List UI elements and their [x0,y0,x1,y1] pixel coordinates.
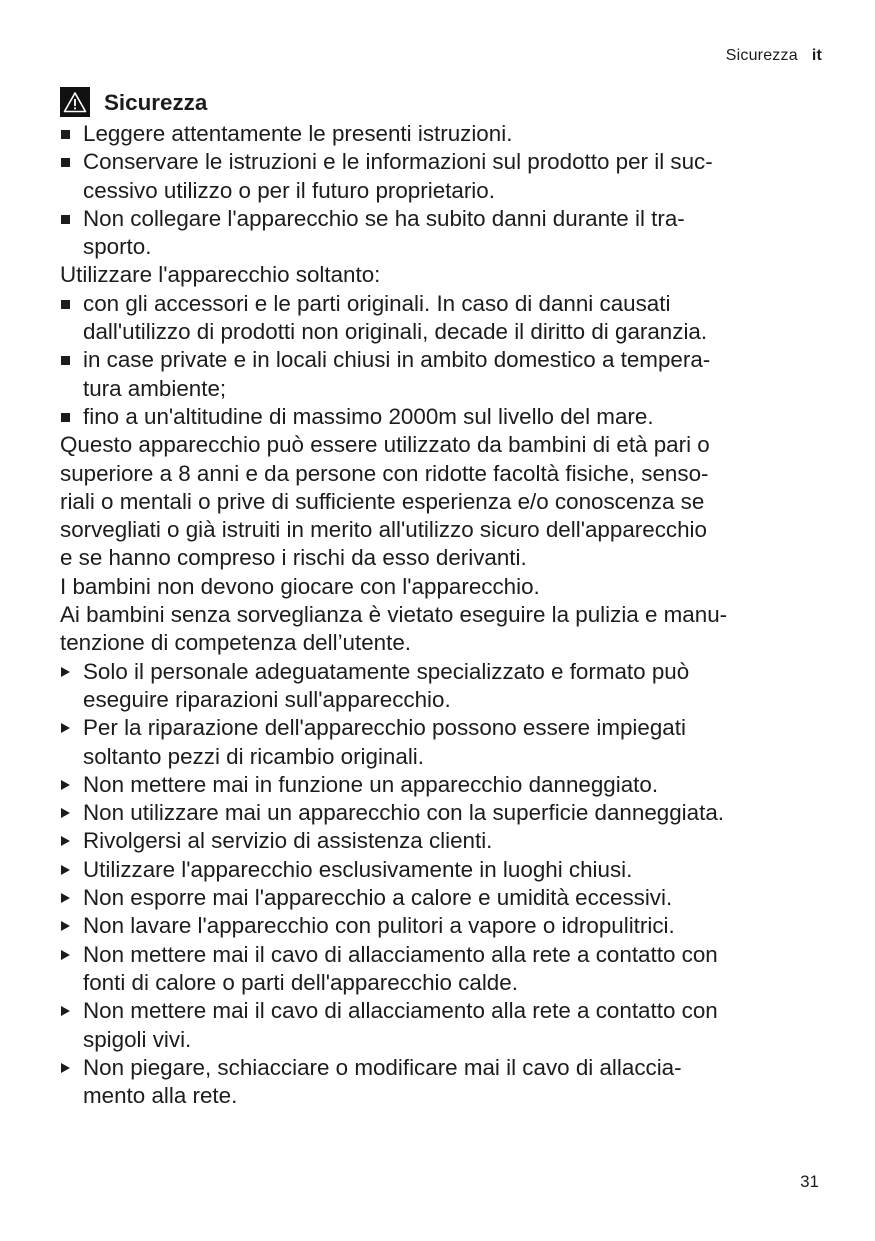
list-item [60,205,830,262]
item-line: Utilizzare l'apparecchio esclusivamente in luoghi chiusi. [83,856,633,882]
triangle-bullet-icon [61,808,70,818]
list-item [60,120,830,148]
paragraph-line: I bambini non devono giocare con l'apparecchio. [60,573,540,599]
list-item [60,148,830,205]
triangle-bullet-icon [61,1006,70,1016]
usage-list [60,290,830,431]
instruction-item [60,658,830,715]
paragraph-line: superiore a 8 anni e da persone con ridotte facoltà fisiche, senso- [60,460,709,486]
square-bullet-icon [61,158,70,167]
cleaning-paragraph [60,601,830,658]
children-paragraph [60,431,830,572]
item-line: fonti di calore o parti dell'apparecchio calde. [83,969,518,995]
item-line: sporto. [83,234,152,260]
instruction-item [60,714,830,771]
item-line: Non mettere mai in funzione un apparecchio danneggiato. [83,771,659,797]
instruction-list [60,658,830,1111]
paragraph-line: Ai bambini senza sorveglianza è vietato eseguire la pulizia e manu- [60,602,728,628]
running-header-section: Sicurezza [725,47,798,64]
item-line: Solo il personale adeguatamente specializzato e formato può [83,658,690,684]
triangle-bullet-icon [61,950,70,960]
list-item [60,346,830,403]
list-item [60,290,830,347]
running-header-language: it [811,47,822,64]
item-line: Non collegare l'apparecchio se ha subito danni durante il tra- [83,205,685,231]
paragraph-line: riali o mentali o prive di sufficiente esperienza e/o conoscenza se [60,488,705,514]
item-line: cessivo utilizzo o per il futuro proprietario. [83,177,495,203]
triangle-bullet-icon [61,865,70,875]
usage-intro: Utilizzare l'apparecchio soltanto: [60,262,381,288]
triangle-bullet-icon [61,836,70,846]
item-line: in case private e in locali chiusi in ambito domestico a tempera- [83,347,711,373]
square-bullet-icon [61,130,70,139]
triangle-bullet-icon [61,723,70,733]
triangle-bullet-icon [61,1063,70,1073]
paragraph-line: tenzione di competenza dell’utente. [60,630,412,656]
item-line: Rivolgersi al servizio di assistenza clienti. [83,828,493,854]
instruction-item [60,827,830,855]
item-line: con gli accessori e le parti originali. In caso di danni causati [83,290,671,316]
instruction-item [60,1054,830,1111]
list-item [60,403,830,431]
page-number: 31 [800,1172,819,1191]
page-content [60,84,830,1110]
item-line: Non mettere mai il cavo di allacciamento alla rete a contatto con [83,941,718,967]
item-line: mento alla rete. [83,1083,238,1109]
item-line: Per la riparazione dell'apparecchio possono essere impiegati [83,715,686,741]
warning-icon [60,87,90,117]
item-line: spigoli vivi. [83,1026,192,1052]
item-line: dall'utilizzo di prodotti non originali, decade il diritto di garanzia. [83,319,708,345]
instruction-item [60,912,830,940]
running-header [726,47,822,65]
instruction-item [60,771,830,799]
item-line: Conservare le istruzioni e le informazioni sul prodotto per il suc- [83,149,713,175]
triangle-bullet-icon [61,893,70,903]
square-bullet-icon [61,215,70,224]
item-line: Non esporre mai l'apparecchio a calore e umidità eccessivi. [83,885,673,911]
item-line: fino a un'altitudine di massimo 2000m sul livello del mare. [83,403,654,429]
instruction-item [60,856,830,884]
section-heading [60,84,830,120]
section-title: Sicurezza [104,89,208,115]
instruction-item [60,799,830,827]
square-bullet-icon [61,413,70,422]
paragraph-line: sorvegliati o già istruiti in merito all'utilizzo sicuro dell'apparecchio [60,517,707,543]
paragraph-line: Questo apparecchio può essere utilizzato da bambini di età pari o [60,432,710,458]
item-line: Non lavare l'apparecchio con pulitori a vapore o idropulitrici. [83,913,675,939]
item-line: Non utilizzare mai un apparecchio con la superficie danneggiata. [83,800,725,826]
square-bullet-icon [61,300,70,309]
paragraph-line: e se hanno compreso i rischi da esso derivanti. [60,545,527,571]
triangle-bullet-icon [61,780,70,790]
play-warning-paragraph [60,573,830,601]
item-line: eseguire riparazioni sull'apparecchio. [83,686,451,712]
item-line: soltanto pezzi di ricambio originali. [83,743,424,769]
item-line: Non piegare, schiacciare o modificare mai il cavo di allaccia- [83,1054,682,1080]
instruction-item [60,941,830,998]
item-line: Non mettere mai il cavo di allacciamento alla rete a contatto con [83,998,718,1024]
triangle-bullet-icon [61,667,70,677]
instruction-item [60,997,830,1054]
triangle-bullet-icon [61,921,70,931]
item-line: tura ambiente; [83,375,227,401]
square-bullet-icon [61,356,70,365]
item-line: Leggere attentamente le presenti istruzioni. [83,121,513,146]
safety-list [60,120,830,261]
instruction-item [60,884,830,912]
